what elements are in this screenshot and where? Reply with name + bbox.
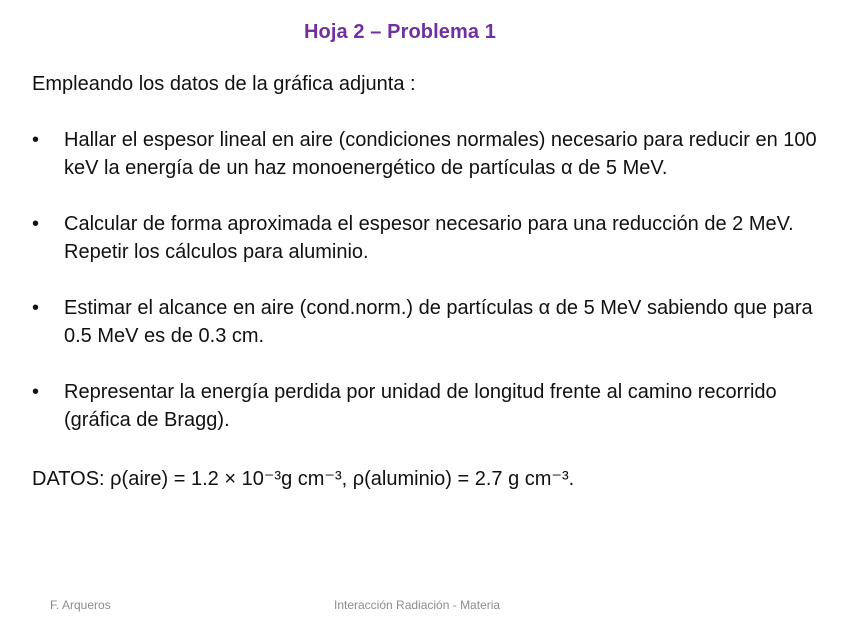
footer-course: Interacción Radiación - Materia [334,598,501,612]
bullet-icon: • [32,129,40,151]
bullet-text: Calcular de forma aproximada el espesor necesario para una reducción de 2 MeV. Repetir los cálculos para aluminio. [64,213,794,263]
bullet-list [32,126,822,462]
bullet-text: Estimar el alcance en aire (cond.norm.) de partículas α de 5 MeV sabiendo que para 0.5 MeV es de 0.3 cm. [64,297,813,347]
bullet-item [32,378,822,434]
intro-text: Empleando los datos de la gráfica adjunta : [32,73,416,95]
bullet-text: Representar la energía perdida por unidad de longitud frente al camino recorrido (gráfica de Bragg). [64,381,777,431]
slide-title: Hoja 2 – Problema 1 [304,21,496,43]
footer-author: F. Arqueros [50,598,111,612]
data-line: DATOS: ρ(aire) = 1.2 × 10⁻³g cm⁻³, ρ(aluminio) = 2.7 g cm⁻³. [32,468,575,490]
bullet-item [32,126,822,182]
bullet-icon: • [32,213,40,235]
bullet-item [32,294,822,350]
bullet-icon: • [32,297,40,319]
bullet-text: Hallar el espesor lineal en aire (condiciones normales) necesario para reducir en 100 keV la energía de un haz monoenergético de partículas α de 5 MeV. [64,129,817,179]
bullet-icon: • [32,381,40,403]
bullet-item [32,210,822,266]
